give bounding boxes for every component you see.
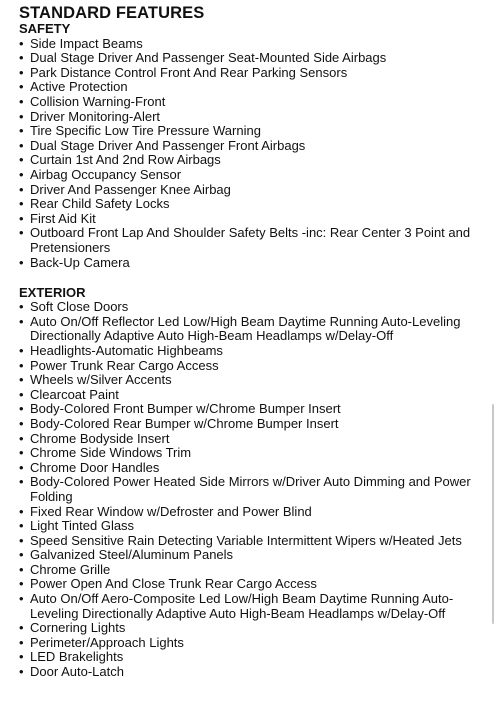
feature-list-item: • Auto On/Off Aero-Composite Led Low/High Beam Daytime Running Auto-Leveling Directionally Adaptive Auto High-Beam Headlamps w/Delay-Off <box>19 592 488 621</box>
feature-list-item: • Power Open And Close Trunk Rear Cargo Access <box>19 577 488 592</box>
feature-list-item: • Chrome Door Handles <box>19 461 488 476</box>
feature-list-item: • Driver And Passenger Knee Airbag <box>19 183 488 198</box>
feature-list-item: • Headlights-Automatic Highbeams <box>19 344 488 359</box>
feature-list-item: • Rear Child Safety Locks <box>19 197 488 212</box>
feature-list-item: • Dual Stage Driver And Passenger Front Airbags <box>19 139 488 154</box>
feature-list-item: • Body-Colored Front Bumper w/Chrome Bumper Insert <box>19 402 488 417</box>
section-heading-exterior: EXTERIOR <box>19 284 86 300</box>
feature-list-item: • Auto On/Off Reflector Led Low/High Beam Daytime Running Auto-Leveling Directionally Adaptive Auto High-Beam Headlamps w/Delay-Off <box>19 315 488 344</box>
feature-list-item: • First Aid Kit <box>19 212 488 227</box>
feature-list-item: • Tire Specific Low Tire Pressure Warning <box>19 124 488 139</box>
feature-list-item: • LED Brakelights <box>19 650 488 665</box>
feature-list-item: • Door Auto-Latch <box>19 665 488 680</box>
scrollbar-thumb[interactable] <box>492 404 494 624</box>
feature-list-item: • Clearcoat Paint <box>19 388 488 403</box>
feature-list-item: • Driver Monitoring-Alert <box>19 110 488 125</box>
feature-list-item: • Soft Close Doors <box>19 300 488 315</box>
page-title: STANDARD FEATURES <box>19 4 205 22</box>
feature-list-item: • Curtain 1st And 2nd Row Airbags <box>19 153 488 168</box>
feature-list-item: • Body-Colored Rear Bumper w/Chrome Bumper Insert <box>19 417 488 432</box>
feature-list-item: • Active Protection <box>19 80 488 95</box>
feature-list-item: • Cornering Lights <box>19 621 488 636</box>
feature-list-item: • Side Impact Beams <box>19 37 488 52</box>
safety-feature-list <box>19 37 488 271</box>
feature-list-item: • Chrome Side Windows Trim <box>19 446 488 461</box>
feature-list-item: • Chrome Bodyside Insert <box>19 432 488 447</box>
exterior-feature-list <box>19 300 488 679</box>
feature-list-item: • Dual Stage Driver And Passenger Seat-Mounted Side Airbags <box>19 51 488 66</box>
feature-list-item: • Fixed Rear Window w/Defroster and Power Blind <box>19 505 488 520</box>
feature-list-item: • Light Tinted Glass <box>19 519 488 534</box>
feature-list-item: • Back-Up Camera <box>19 256 488 271</box>
feature-list-item: • Galvanized Steel/Aluminum Panels <box>19 548 488 563</box>
feature-list-item: • Outboard Front Lap And Shoulder Safety Belts -inc: Rear Center 3 Point and Pretensioners <box>19 226 488 255</box>
feature-list-item: • Chrome Grille <box>19 563 488 578</box>
feature-list-item: • Speed Sensitive Rain Detecting Variable Intermittent Wipers w/Heated Jets <box>19 534 488 549</box>
feature-list-item: • Perimeter/Approach Lights <box>19 636 488 651</box>
feature-list-item: • Power Trunk Rear Cargo Access <box>19 359 488 374</box>
feature-list-item: • Collision Warning-Front <box>19 95 488 110</box>
feature-list-item: • Wheels w/Silver Accents <box>19 373 488 388</box>
feature-list-item: • Airbag Occupancy Sensor <box>19 168 488 183</box>
feature-list-item: • Body-Colored Power Heated Side Mirrors w/Driver Auto Dimming and Power Folding <box>19 475 488 504</box>
section-heading-safety: SAFETY <box>19 21 71 36</box>
feature-list-item: • Park Distance Control Front And Rear Parking Sensors <box>19 66 488 81</box>
